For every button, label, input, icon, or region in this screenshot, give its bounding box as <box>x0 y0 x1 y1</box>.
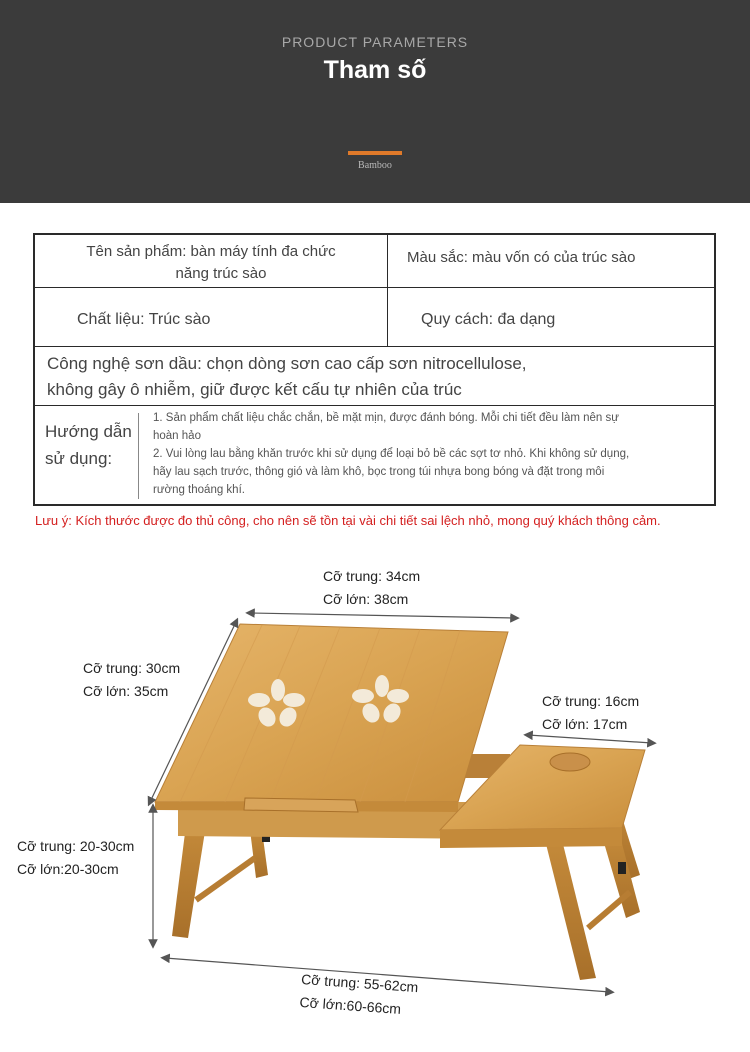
spec-size-cell: Quy cách: đa dạng <box>421 311 556 328</box>
row-divider <box>35 346 714 347</box>
color-cell: Màu sắc: màu vốn có của trúc sào <box>407 249 636 266</box>
material-tag: Bamboo <box>358 160 392 171</box>
usage-line: hoàn hảo <box>153 430 201 442</box>
dimension-text: Cỡ lớn: 17cm <box>542 716 628 732</box>
height-label <box>17 835 134 881</box>
usage-label-line: sử dụng: <box>45 449 113 468</box>
section-subtitle: PRODUCT PARAMETERS <box>281 34 469 50</box>
dimension-text: Cỡ trung: 34cm <box>323 568 421 584</box>
usage-instructions <box>153 409 629 499</box>
dimension-text: Cỡ lớn: 35cm <box>83 683 169 699</box>
dimension-text: Cỡ lớn: 38cm <box>323 591 409 607</box>
section-title: Tham số <box>323 56 427 84</box>
table-top <box>155 624 508 812</box>
book-stop <box>244 798 358 812</box>
paint-tech-cell <box>47 351 527 403</box>
column-divider <box>387 235 388 346</box>
dimension-text: Cỡ lớn:20-30cm <box>17 861 119 877</box>
paint-tech-line: không gây ô nhiễm, giữ được kết cấu tự nhiên của trúc <box>47 380 462 399</box>
row-divider <box>35 405 714 406</box>
dimension-text: Cỡ lớn:60-66cm <box>299 993 402 1017</box>
usage-line: 2. Vui lòng lau bằng khăn trước khi sử dụng để loại bỏ bề các sợt tơ nhỏ. Khi không sử dụng, <box>153 448 630 460</box>
product-name-line: năng trúc sào <box>175 265 267 282</box>
paint-tech-line: Công nghệ sơn dầu: chọn dòng sơn cao cấp sơn nitrocellulose, <box>47 354 527 373</box>
usage-label <box>45 418 132 472</box>
dimension-text: Cỡ trung: 55-62cm <box>300 970 419 996</box>
spec-table <box>33 233 716 506</box>
product-name-cell <box>35 241 387 285</box>
usage-line: rường thoáng khí. <box>153 484 245 496</box>
column-divider <box>138 413 139 499</box>
usage-line: 1. Sản phẩm chất liệu chắc chắn, bề mặt mịn, được đánh bóng. Mỗi chi tiết đều làm nên sự <box>153 412 619 424</box>
row-divider <box>35 287 714 288</box>
accent-bar <box>348 151 402 155</box>
product-name-line: Tên sản phẩm: bàn máy tính đa chức <box>86 243 336 260</box>
top-depth-label <box>83 657 180 703</box>
material-cell: Chất liệu: Trúc sào <box>77 311 211 328</box>
usage-label-line: Hướng dẫn <box>45 422 132 441</box>
dimension-text: Cỡ trung: 30cm <box>83 660 181 676</box>
drawer-width-label <box>542 690 639 736</box>
dimension-text: Cỡ trung: 16cm <box>542 693 640 709</box>
header-banner <box>0 0 750 203</box>
top-width-label <box>323 565 420 611</box>
usage-line: hãy lau sạch trước, thông gió và làm khô, bọc trong túi nhựa bong bóng và đặt trong môi <box>153 466 605 478</box>
length-label <box>299 968 419 1022</box>
measurement-note: Lưu ý: Kích thước được đo thủ công, cho nên sẽ tồn tại vài chi tiết sai lệch nhỏ, mong quý khách thông cảm. <box>35 513 661 528</box>
dimension-text: Cỡ trung: 20-30cm <box>17 838 135 854</box>
